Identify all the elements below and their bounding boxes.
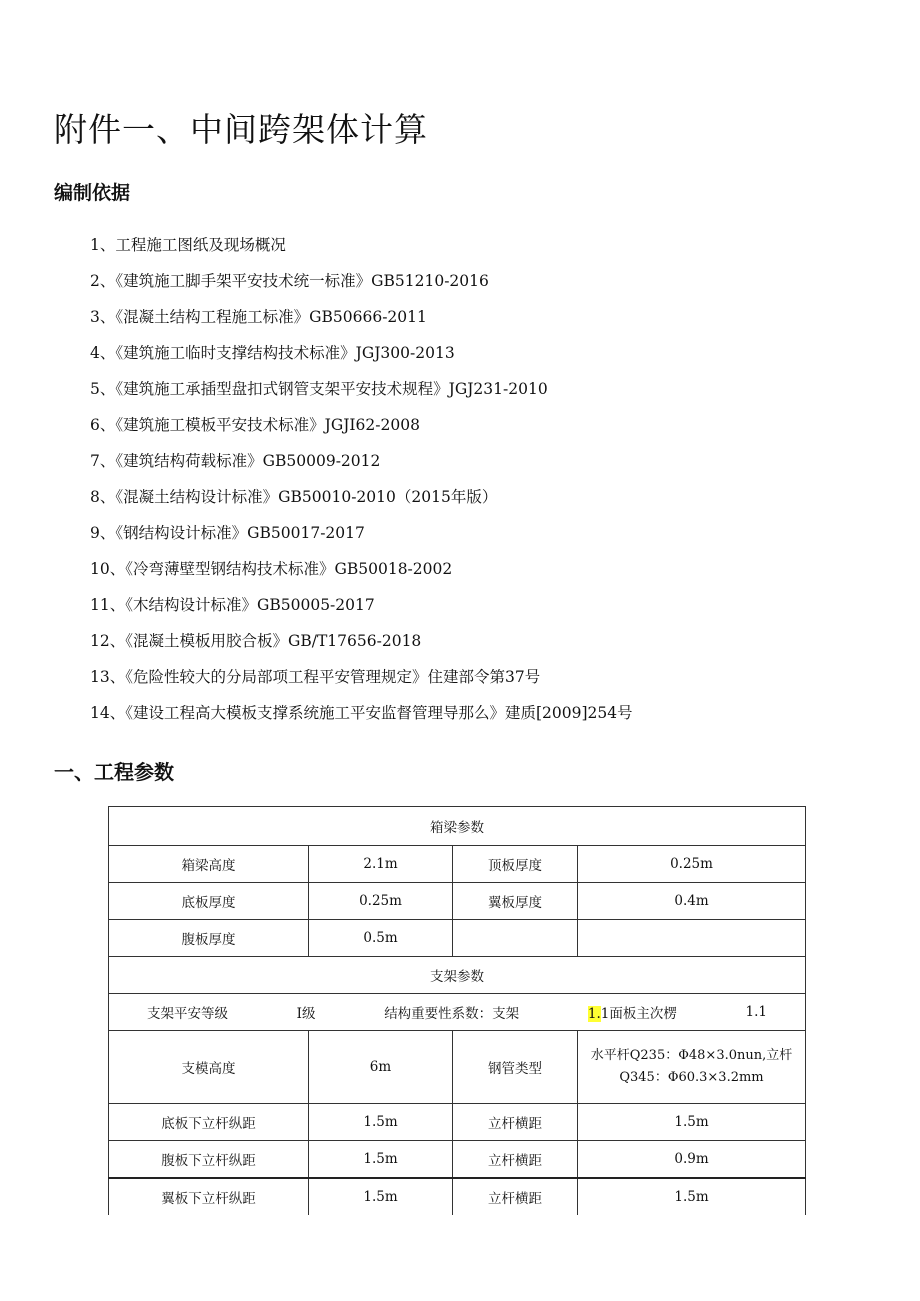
section-heading: 一、工程参数 bbox=[54, 760, 174, 784]
table-cell: 0.4m bbox=[578, 883, 806, 920]
table-cell: 6m bbox=[309, 1031, 453, 1104]
panel-label: 面板主次楞 bbox=[609, 1006, 677, 1022]
table-cell: 0.9m bbox=[578, 1141, 806, 1178]
table-cell: 腹板厚度 bbox=[109, 920, 309, 957]
reference-item: 4、《建筑施工临时支撑结构技术标准》JGJ300-2013 bbox=[90, 344, 455, 362]
table-cell: 1.5m bbox=[578, 1104, 806, 1141]
table-cell: 腹板下立杆纵距 bbox=[109, 1141, 309, 1178]
table-cell bbox=[453, 920, 578, 957]
table-cell: 翼板下立杆纵距 bbox=[109, 1178, 309, 1215]
highlight-mark: 1. bbox=[587, 1006, 601, 1022]
parameters-table bbox=[108, 806, 806, 1215]
table-row bbox=[109, 1104, 806, 1141]
safety-grade-value: I级 bbox=[296, 1006, 316, 1022]
table-cell: 支模高度 bbox=[109, 1031, 309, 1104]
reference-item: 6、《建筑施工模板平安技术标准》JGJI62-2008 bbox=[90, 416, 420, 434]
table-row bbox=[109, 920, 806, 957]
table-row bbox=[109, 1031, 806, 1104]
table-row bbox=[109, 883, 806, 920]
reference-item: 7、《建筑结构荷载标准》GB50009-2012 bbox=[90, 452, 381, 470]
importance-factor-label: 结构重要性系数：支架 bbox=[384, 1006, 520, 1022]
reference-item: 5、《建筑施工承插型盘扣式钢管支架平安技术规程》JGJ231-2010 bbox=[90, 380, 548, 398]
table-cell: 立杆横距 bbox=[453, 1141, 578, 1178]
table-cell: 1.5m bbox=[309, 1104, 453, 1141]
table-cell: 底板下立杆纵距 bbox=[109, 1104, 309, 1141]
table-cell: 0.5m bbox=[309, 920, 453, 957]
table-cell: 顶板厚度 bbox=[453, 846, 578, 883]
table-cell: 立杆横距 bbox=[453, 1178, 578, 1215]
steel-type-cell bbox=[578, 1031, 806, 1104]
steel-type-line: Q345：Φ60.3×3.2mm bbox=[619, 1070, 764, 1085]
table-cell: 1.5m bbox=[578, 1178, 806, 1215]
table-row bbox=[109, 1141, 806, 1178]
table-cell: 翼板厚度 bbox=[453, 883, 578, 920]
basis-heading: 编制依据 bbox=[54, 182, 131, 204]
table-cell bbox=[578, 920, 806, 957]
reference-item: 11、《木结构设计标准》GB50005-2017 bbox=[90, 596, 375, 614]
reference-item: 12、《混凝土模板用胶合板》GB/T17656-2018 bbox=[90, 632, 422, 650]
table-cell: 1.5m bbox=[309, 1178, 453, 1215]
table-row bbox=[109, 846, 806, 883]
safety-grade-label: 支架平安等级 bbox=[147, 1006, 228, 1022]
importance-factor bbox=[588, 1002, 677, 1022]
table-cell: 底板厚度 bbox=[109, 883, 309, 920]
reference-list bbox=[90, 232, 890, 736]
safety-row-cell bbox=[109, 994, 806, 1031]
table-cell: 0.25m bbox=[578, 846, 806, 883]
table-row bbox=[109, 807, 806, 846]
reference-item: 2、《建筑施工脚手架平安技术统一标准》GB51210-2016 bbox=[90, 272, 489, 290]
reference-item: 14、《建设工程高大模板支撑系统施工平安监督管理导那么》建质[2009]254号 bbox=[90, 704, 633, 722]
reference-item: 9、《钢结构设计标准》GB50017-2017 bbox=[90, 524, 365, 542]
reference-item: 1、工程施工图纸及现场概况 bbox=[90, 236, 286, 254]
importance-factor-tail: 1 bbox=[600, 1006, 610, 1022]
panel-value: 1.1 bbox=[745, 1004, 767, 1020]
table-cell: 1.5m bbox=[309, 1141, 453, 1178]
table-row bbox=[109, 1178, 806, 1215]
reference-item: 3、《混凝土结构工程施工标准》GB50666-2011 bbox=[90, 308, 427, 326]
page-title: 附件一、中间跨架体计算 bbox=[54, 110, 428, 149]
reference-item: 13、《危险性较大的分局部项工程平安管理规定》住建部令第37号 bbox=[90, 668, 541, 686]
table-cell: 立杆横距 bbox=[453, 1104, 578, 1141]
reference-item: 8、《混凝土结构设计标准》GB50010-2010（2015年版） bbox=[90, 488, 498, 506]
table-row bbox=[109, 957, 806, 994]
table-cell: 2.1m bbox=[309, 846, 453, 883]
reference-item: 10、《冷弯薄壁型钢结构技术标准》GB50018-2002 bbox=[90, 560, 453, 578]
table-row bbox=[109, 994, 806, 1031]
steel-type-line: 水平杆Q235：Φ48×3.0nun,立杆 bbox=[590, 1048, 793, 1063]
table-cell: 钢管类型 bbox=[453, 1031, 578, 1104]
table-cell: 0.25m bbox=[309, 883, 453, 920]
table-cell: 箱梁高度 bbox=[109, 846, 309, 883]
support-header: 支架参数 bbox=[109, 957, 806, 994]
box-girder-header: 箱梁参数 bbox=[109, 807, 806, 846]
